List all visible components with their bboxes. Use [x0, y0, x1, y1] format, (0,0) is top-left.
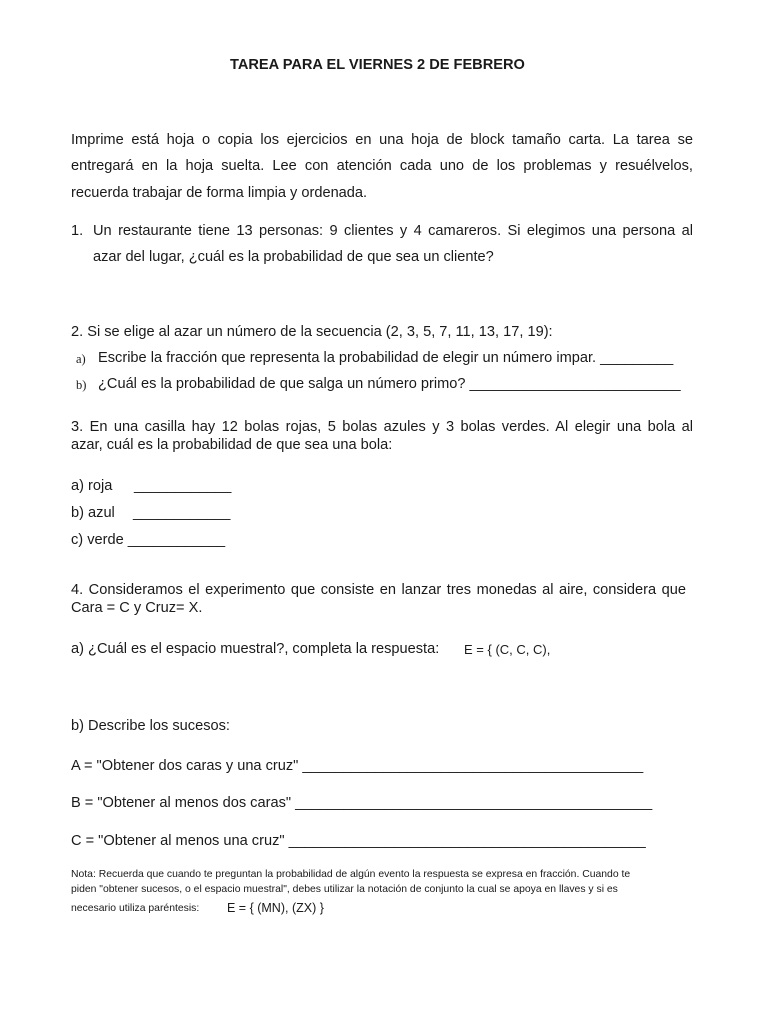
intro-line-1: Imprime está hoja o copia los ejercicios en una hoja de block tamaño carta. La tarea se — [71, 132, 693, 148]
event-c-line: C = "Obtener al menos una cruz" ____________________________________________ — [71, 833, 646, 849]
event-a-line: A = "Obtener dos caras y una cruz" __________________________________________ — [71, 758, 644, 774]
q3-line-1: 3. En una casilla hay 12 bolas rojas, 5 bolas azules y 3 bolas verdes. Al elegir una bola al — [71, 419, 693, 435]
q3-b-blank: ____________ — [133, 505, 231, 521]
q2-statement: 2. Si se elige al azar un número de la secuencia (2, 3, 5, 7, 11, 13, 17, 19): — [71, 324, 553, 340]
q2-b-text: ¿Cuál es la probabilidad de que salga un número primo? __________________________ — [98, 376, 681, 392]
q3-b-label: b) azul — [71, 505, 115, 521]
q4-a-answer: E = { (C, C, C), — [464, 642, 551, 657]
intro-line-2: entregará en la hoja suelta. Lee con atención cada uno de los problemas y resuélvelos, — [71, 158, 693, 174]
q4-b-text: b) Describe los sucesos: — [71, 718, 230, 734]
intro-line-3: recuerda trabajar de forma limpia y ordenada. — [71, 185, 368, 201]
note-line-1: Nota: Recuerda que cuando te preguntan la probabilidad de algún evento la respuesta se expresa en fracción. Cuando te — [71, 869, 631, 880]
event-b-line: B = "Obtener al menos dos caras" ____________________________________________ — [71, 795, 653, 811]
q3-line-2: azar, cuál es la probabilidad de que sea una bola: — [71, 437, 393, 453]
page-title: TAREA PARA EL VIERNES 2 DE FEBRERO — [230, 57, 525, 73]
q1-line-1: Un restaurante tiene 13 personas: 9 clientes y 4 camareros. Si elegimos una persona al — [93, 223, 693, 239]
q2-a-marker: a) — [76, 352, 86, 366]
q3-a-blank: ____________ — [134, 478, 232, 494]
q1-line-2: azar del lugar, ¿cuál es la probabilidad de que sea un cliente? — [93, 249, 494, 265]
q1-number: 1. — [71, 223, 84, 239]
q3-a-label: a) roja — [71, 478, 113, 494]
q2-b-marker: b) — [76, 378, 87, 392]
q2-a-text: Escribe la fracción que representa la probabilidad de elegir un número impar. _________ — [98, 350, 674, 366]
note-line-2: piden "obtener sucesos, o el espacio muestral", debes utilizar la notación de conjunto la cual se apoya en llaves y si es — [71, 884, 618, 895]
q4-a-text: a) ¿Cuál es el espacio muestral?, completa la respuesta: — [71, 641, 440, 657]
note-line-3: necesario utiliza paréntesis: — [71, 903, 200, 914]
q4-line-2: Cara = C y Cruz= X. — [71, 600, 203, 616]
q3-c-line: c) verde ____________ — [71, 532, 226, 548]
q4-line-1: 4. Consideramos el experimento que consiste en lanzar tres monedas al aire, considera que — [71, 582, 686, 598]
note-example: E = { (MN), (ZX) } — [227, 901, 324, 915]
